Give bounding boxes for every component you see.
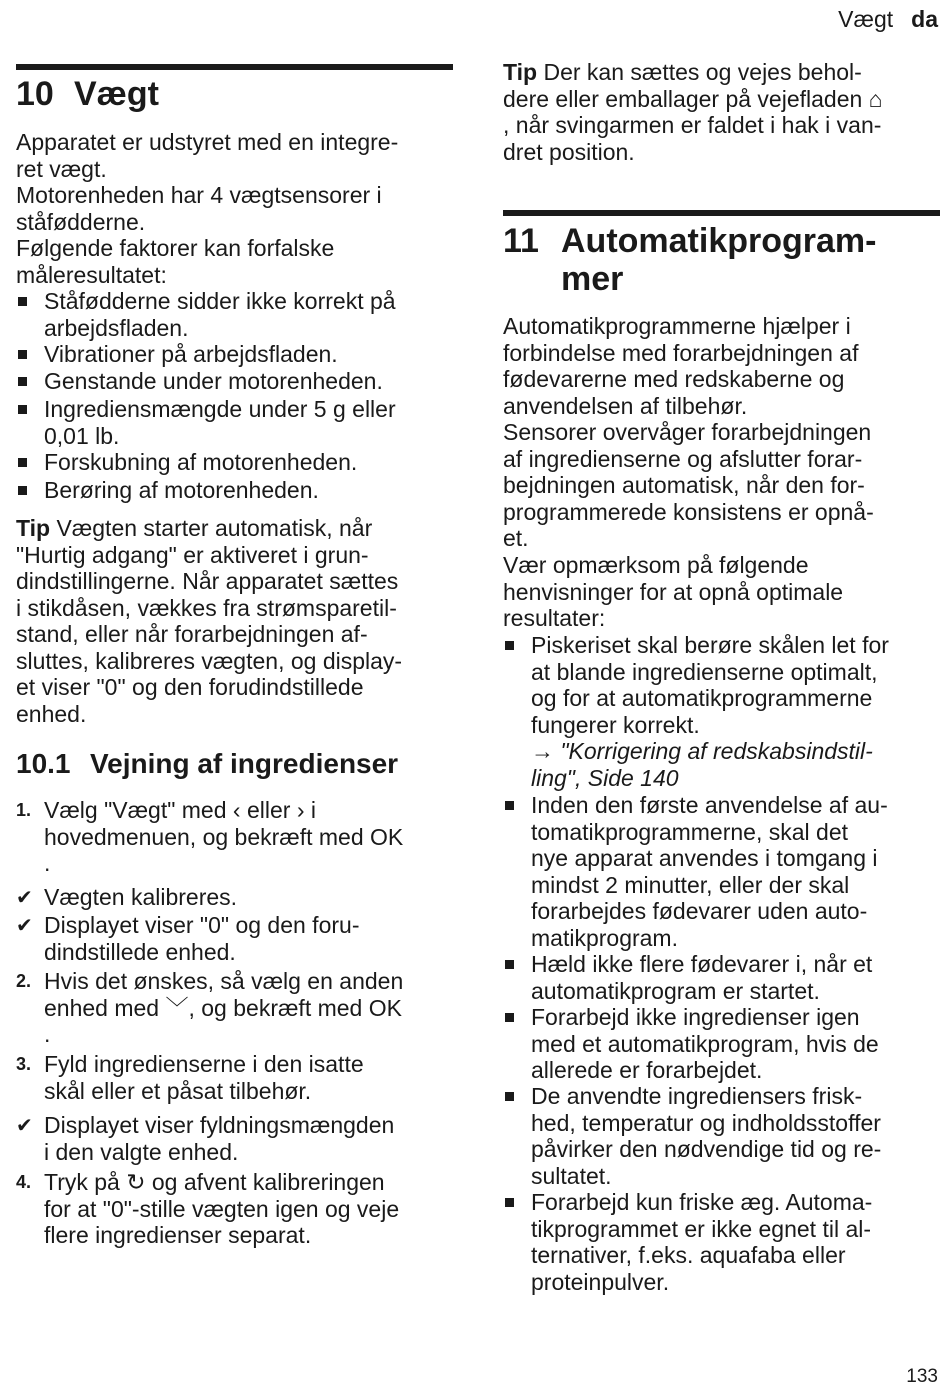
step-4	[16, 1169, 464, 1249]
step-text: Vælg "Vægt" med	[44, 797, 233, 823]
step-text: .	[44, 850, 51, 876]
bullet-icon	[18, 458, 27, 467]
bullet-icon	[18, 377, 27, 386]
list-item	[16, 449, 464, 476]
section-11-title-line1: Automatikprogram-	[561, 222, 877, 260]
list-item	[16, 396, 464, 449]
bullet-icon	[505, 1013, 514, 1022]
list-item-text: Vibrationer på arbejdsfladen.	[44, 341, 338, 367]
cross-reference-link[interactable]: → "Korrigering af redskabsindstil- ling", Side 140	[531, 738, 873, 791]
check-icon: ✔	[16, 1115, 33, 1137]
section-rule	[16, 64, 453, 70]
step-2	[16, 968, 464, 1048]
paragraph: Sensorer overvåger forarbejdningen af ingredienserne og afslutter forar- bejdningen automatisk, når den for- programmerede konsistens er opnå- et.	[503, 419, 874, 551]
list-item-text: Forskubning af motorenheden.	[44, 449, 358, 475]
list-item	[503, 1004, 950, 1084]
step-number: 2.	[16, 971, 32, 991]
step-text: eller	[240, 797, 297, 823]
list-item-text: Forarbejd kun friske æg. Automa- tikprogrammet er ikke egnet til al- ternativer, f.eks. aquafaba eller proteinpulver.	[531, 1189, 873, 1295]
tip-label: Tip	[503, 59, 538, 85]
list-item-text: Ståfødderne sidder ikke korrekt på arbejdsfladen.	[44, 288, 396, 341]
tare-icon: ↻	[126, 1169, 146, 1195]
step-text: Hvis det ønskes, så vælg en anden enhed med	[44, 968, 404, 1021]
bullet-icon	[505, 960, 514, 969]
header-section: Vægt	[838, 6, 894, 32]
paragraph: Vær opmærksom på følgende henvisninger for at opnå optimale resultater:	[503, 552, 844, 631]
section-10-1-heading	[16, 748, 398, 780]
tip-text: Der kan sættes og vejes behol- dere eller emballager på vejefladen	[503, 59, 863, 112]
section-11-heading	[503, 222, 876, 298]
list-item	[16, 477, 464, 504]
section-10-1-title: Vejning af ingredienser	[90, 748, 399, 779]
ok-label: OK	[368, 994, 402, 1021]
list-item-text: Hæld ikke flere fødevarer i, når et automatikprogram er startet.	[531, 951, 873, 1004]
list-item	[503, 632, 950, 791]
bullet-icon	[505, 641, 514, 650]
ok-label: OK	[370, 823, 404, 850]
bullet-icon	[18, 405, 27, 414]
list-item	[16, 341, 464, 368]
section-10-title: Vægt	[74, 75, 159, 113]
list-item-text: Ingrediensmængde under 5 g eller 0,01 lb.	[44, 396, 396, 449]
list-item	[503, 951, 950, 1004]
result-text: Displayet viser fyldningsmængden i den valgte enhed.	[44, 1112, 395, 1165]
paragraph: Apparatet er udstyret med en integre- ret vægt.	[16, 129, 399, 182]
step-number: 4.	[16, 1172, 32, 1192]
list-item	[16, 368, 464, 395]
step-text: .	[44, 1021, 51, 1047]
result-item	[16, 884, 464, 911]
step-text: , og bekræft med	[188, 994, 369, 1021]
paragraph: Følgende faktorer kan forfalske måleresultatet:	[16, 235, 335, 288]
result-item	[16, 1112, 464, 1165]
bullet-icon	[505, 1198, 514, 1207]
step-text: Tryk på	[44, 1169, 127, 1195]
list-item-text: Genstande under motorenheden.	[44, 368, 383, 394]
step-number: 3.	[16, 1054, 32, 1074]
result-text: Vægten kalibreres.	[44, 884, 238, 910]
step-text: Fyld ingredienserne i den isatte skål eller et påsat tilbehør.	[44, 1051, 364, 1104]
check-icon: ✔	[16, 915, 33, 937]
header-lang: da	[911, 6, 938, 32]
section-10-1-number: 10.1	[16, 748, 71, 779]
step-1	[16, 797, 464, 877]
bullet-icon	[505, 801, 514, 810]
list-item	[503, 792, 950, 951]
bullet-icon	[505, 1092, 514, 1101]
tip-paragraph	[503, 59, 943, 165]
check-icon: ✔	[16, 887, 33, 909]
paragraph: Motorenheden har 4 vægtsensorer i ståfødderne.	[16, 182, 382, 235]
section-rule	[503, 210, 940, 216]
chevron-right-icon: ›	[296, 797, 305, 823]
section-10-heading	[16, 75, 159, 113]
result-text: Displayet viser "0" og den foru- dindstillede enhed.	[44, 912, 360, 965]
list-item-text: Berøring af motorenheden.	[44, 477, 319, 503]
step-number: 1.	[16, 800, 32, 820]
bullet-icon	[18, 350, 27, 359]
list-item-text: Forarbejd ikke ingredienser igen med et automatikprogram, hvis de allerede er forarbejdet.	[531, 1004, 879, 1083]
list-item	[16, 288, 464, 341]
list-item	[503, 1189, 950, 1295]
list-item	[503, 1083, 950, 1189]
chevron-down-icon: ﹀	[165, 994, 189, 1021]
section-11-title-line2: mer	[561, 260, 624, 298]
page-number: 133	[906, 1366, 938, 1387]
list-item-text: Piskeriset skal berøre skålen let for at blande ingredienserne optimalt, og for at automatikprogrammerne fungerer korrekt.	[531, 632, 889, 738]
list-item-text: De anvendte ingrediensers frisk- hed, temperatur og indholdsstoffer påvirker den nødvendige tid og re- sultatet.	[531, 1083, 882, 1189]
scale-surface-icon: ⌂	[868, 85, 883, 112]
page-header	[838, 6, 938, 33]
tip-paragraph	[16, 515, 456, 727]
chevron-left-icon: ‹	[232, 797, 241, 823]
tip-label: Tip	[16, 515, 51, 541]
tip-text: , når svingarmen er faldet i hak i van- dret position.	[503, 112, 882, 165]
section-11-number: 11	[503, 222, 539, 260]
paragraph: Automatikprogrammerne hjælper i forbindelse med forarbejdningen af fødevarerne med redskaberne og anvendelsen af tilbehør.	[503, 313, 859, 419]
step-text: i hovedmenuen, og bekræft med	[44, 797, 364, 850]
bullet-icon	[18, 297, 27, 306]
tip-text: Vægten starter automatisk, når "Hurtig adgang" er aktiveret i grun- dindstillingerne. Når apparatet sættes i stikdåsen, vækkes fra strømsparetil- stand, eller når forarbejdningen af- sluttes, kalibreres vægten, og display- et viser "0" og den forudindstillede enhed.	[16, 515, 403, 727]
result-item	[16, 912, 464, 965]
step-3	[16, 1051, 464, 1104]
step-text: og afvent kalibreringen for at "0"-stille vægten igen og veje flere ingredienser separat.	[44, 1169, 400, 1248]
list-item-text: Inden den første anvendelse af au- tomatikprogrammerne, skal det nye apparat anvendes i tomgang i mindst 2 minutter, eller der skal forarbejdes fødevarer uden auto- matikprogram.	[531, 792, 888, 951]
section-10-number: 10	[16, 75, 54, 113]
bullet-icon	[18, 486, 27, 495]
